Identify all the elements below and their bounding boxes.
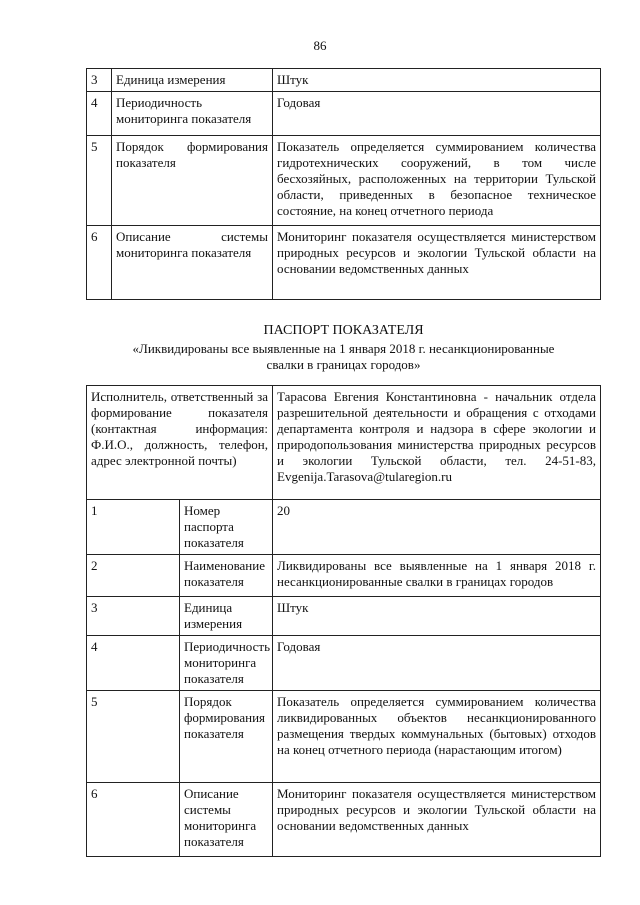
indicator-passport-table [86, 385, 601, 857]
row-number: 3 [87, 69, 112, 92]
row-number: 6 [87, 226, 112, 300]
table-row [87, 783, 601, 857]
passport-title: ПАСПОРТ ПОКАЗАТЕЛЯ [263, 323, 424, 338]
row-number: 4 [87, 92, 112, 136]
table-row [87, 500, 601, 555]
row-label: Порядок формирования показателя [112, 136, 273, 226]
row-value: Штук [273, 69, 601, 92]
row-number: 4 [87, 636, 180, 691]
table-row [87, 226, 601, 300]
row-value: Показатель определяется суммированием количества ликвидированных объектов несанкционированного размещения твердых коммунальных (бытовых) отходов на конец отчетного периода (нарастающим итогом) [273, 691, 601, 783]
row-value: Годовая [273, 636, 601, 691]
row-value: Штук [273, 597, 601, 636]
passport-subtitle-line-2: свалки в границах городов» [266, 357, 421, 372]
row-label: Единица измерения [112, 69, 273, 92]
row-label: Описание системы мониторинга показателя [112, 226, 273, 300]
row-number: 2 [87, 555, 180, 597]
row-label: Периодичность мониторинга показателя [180, 636, 273, 691]
row-number: 5 [87, 136, 112, 226]
row-value: Мониторинг показателя осуществляется министерством природных ресурсов и экологии Тульской области на основании ведомственных данных [273, 226, 601, 300]
executor-row [87, 386, 601, 500]
row-label: Описание системы мониторинга показателя [180, 783, 273, 857]
table-row [87, 691, 601, 783]
row-value: 20 [273, 500, 601, 555]
row-number: 5 [87, 691, 180, 783]
table-row [87, 136, 601, 226]
row-value: Годовая [273, 92, 601, 136]
table-row [87, 92, 601, 136]
indicator-table-continued [86, 68, 601, 300]
row-label: Порядок формирования показателя [180, 691, 273, 783]
row-label: Периодичность мониторинга показателя [112, 92, 273, 136]
executor-value: Тарасова Евгения Константиновна - начальник отдела разрешительной деятельности и обращения с отходами департамента контроля и надзора в сфере экологии и природопользования министерства природных ресурсов и экологии Тульской области, тел. 24-51-83, Evgenija.Tarasova@tularegion.ru [273, 386, 601, 500]
passport-subtitle-line-1: «Ликвидированы все выявленные на 1 января 2018 г. несанкционированные [132, 341, 555, 356]
page-number: 86 [313, 38, 327, 53]
row-label: Наименование показателя [180, 555, 273, 597]
row-number: 1 [87, 500, 180, 555]
table-row [87, 636, 601, 691]
row-value: Мониторинг показателя осуществляется министерством природных ресурсов и экологии Тульской области на основании ведомственных данных [273, 783, 601, 857]
table-row [87, 69, 601, 92]
table-row [87, 597, 601, 636]
executor-label: Исполнитель, ответственный за формирование показателя (контактная информация: Ф.И.О., должность, телефон, адрес электронной почты) [87, 386, 273, 500]
row-value: Показатель определяется суммированием количества гидротехнических сооружений, в том числе бесхозяйных, расположенных на территории Тульской области, приведенных в безопасное техническое состояние, на конец отчетного периода [273, 136, 601, 226]
row-number: 3 [87, 597, 180, 636]
row-label: Номер паспорта показателя [180, 500, 273, 555]
table-row [87, 555, 601, 597]
row-value: Ликвидированы все выявленные на 1 января 2018 г. несанкционированные свалки в границах городов [273, 555, 601, 597]
row-label: Единица измерения [180, 597, 273, 636]
row-number: 6 [87, 783, 180, 857]
